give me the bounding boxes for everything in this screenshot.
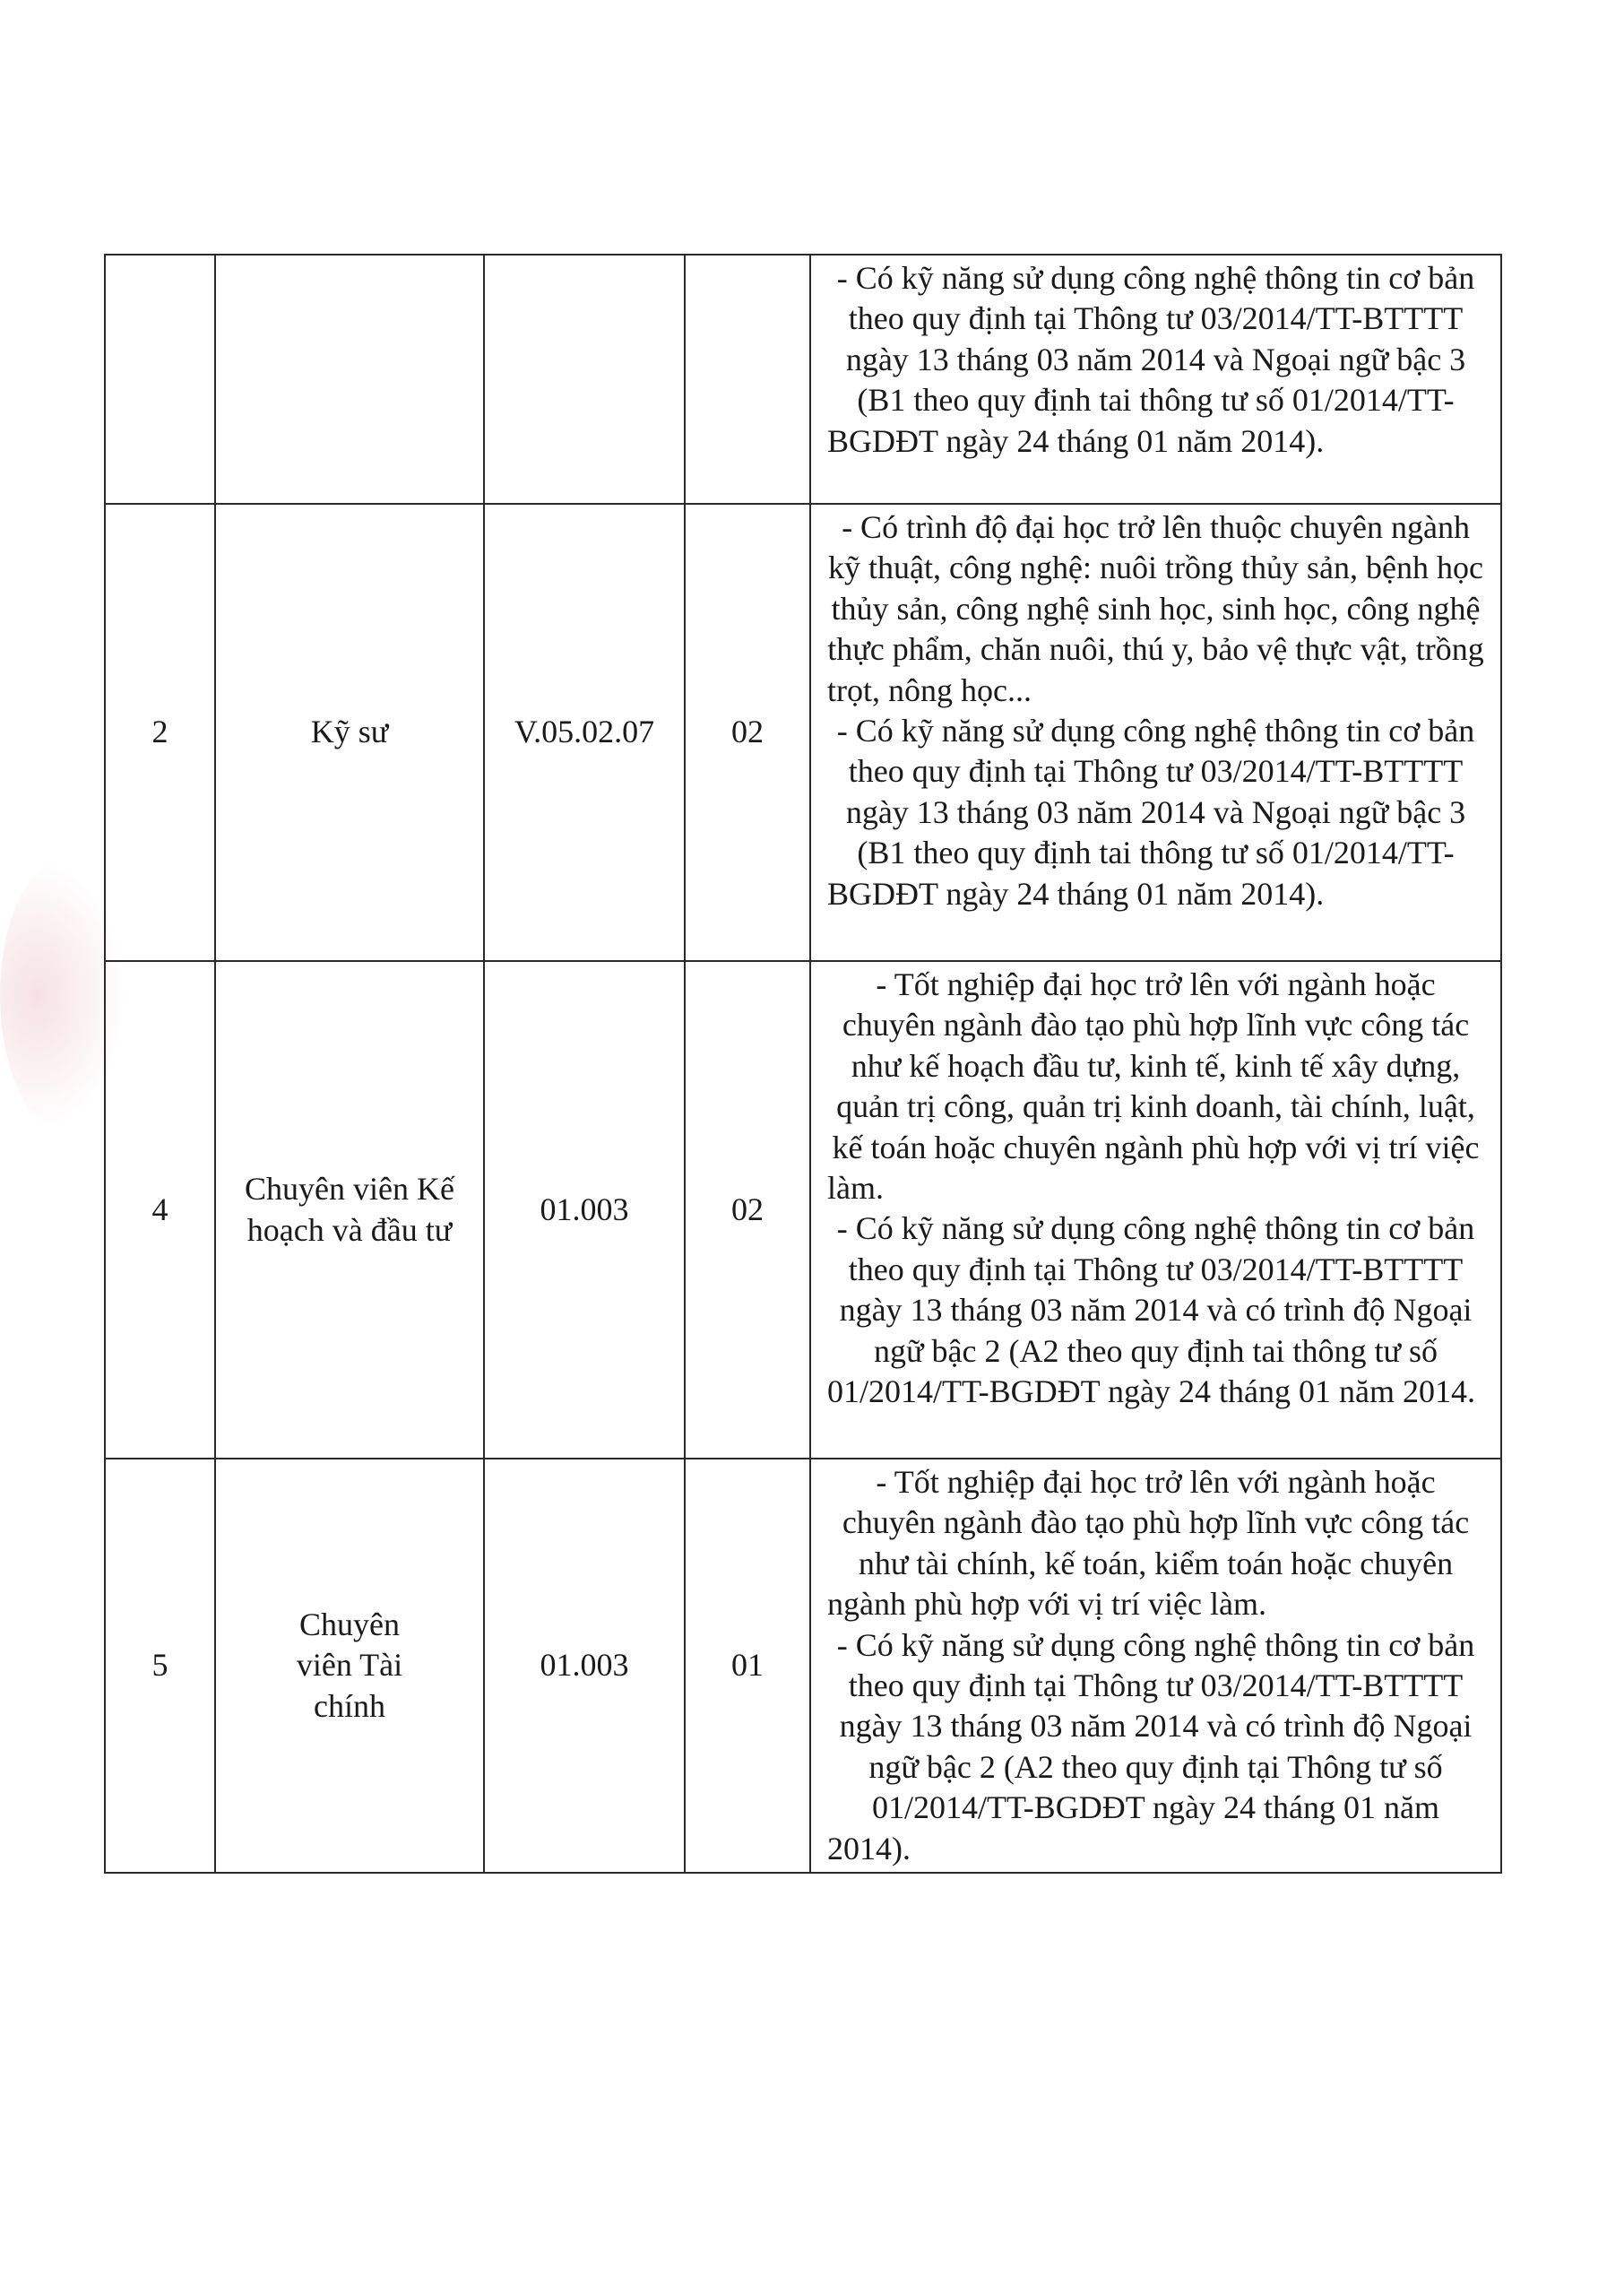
position-label: Chuyên viên Kế hoạch và đầu tư: [245, 1171, 454, 1248]
quantity-cell: 02: [685, 504, 810, 961]
requirement-item: - Có trình độ đại học trở lên thuộc chuyên ngành kỹ thuật, công nghệ: nuôi trồng thủy sản, bệnh học thủy sản, công nghệ sinh học, sinh học, công nghệ thực phẩm, chăn nuôi, thú y, bảo vệ thực vật, trồng trọt, nông học...: [827, 509, 1484, 708]
stt-cell: 4: [105, 961, 215, 1459]
requirement-item: - Tốt nghiệp đại học trở lên với ngành hoặc chuyên ngành đào tạo phù hợp lĩnh vực công tác như kế hoạch đầu tư, kinh tế, kinh tế xây dựng, quản trị công, quản trị kinh doanh, tài chính, luật, kế toán hoặc chuyên ngành phù hợp với vị trí việc làm.: [827, 966, 1480, 1207]
position-label: Chuyên viên Tài chính: [296, 1606, 403, 1724]
position-cell: [215, 255, 484, 504]
code-cell: 01.003: [484, 961, 685, 1459]
quantity-cell: [685, 255, 810, 504]
table-row: [105, 504, 1501, 961]
position-cell: [215, 1459, 484, 1873]
code-cell: [484, 255, 685, 504]
requirements-cell: [810, 504, 1501, 961]
requirements-cell: [810, 1459, 1501, 1873]
quantity-cell: 01: [685, 1459, 810, 1873]
table-row: [105, 255, 1501, 504]
recruitment-table: [104, 254, 1502, 1874]
requirement-item: - Có kỹ năng sử dụng công nghệ thông tin cơ bản theo quy định tại Thông tư 03/2014/TT-BTTTT ngày 13 tháng 03 năm 2014 và có trình độ Ngoại ngữ bậc 2 (A2 theo quy định tại Thông tư số 01/2014/TT-BGDĐT ngày 24 tháng 01 năm 2014).: [827, 1626, 1475, 1866]
position-cell: Kỹ sư: [215, 504, 484, 961]
requirement-item: - Có kỹ năng sử dụng công nghệ thông tin cơ bản theo quy định tại Thông tư 03/2014/TT-BTTTT ngày 13 tháng 03 năm 2014 và có trình độ Ngoại ngữ bậc 2 (A2 theo quy định tai thông tư số 01/2014/TT-BGDĐT ngày 24 tháng 01 năm 2014.: [827, 1210, 1475, 1410]
table-row: [105, 1459, 1501, 1873]
requirements-cell: [810, 255, 1501, 504]
requirement-item: - Có kỹ năng sử dụng công nghệ thông tin cơ bản theo quy định tại Thông tư 03/2014/TT-BTTTT ngày 13 tháng 03 năm 2014 và Ngoại ngữ bậc 3 (B1 theo quy định tai thông tư số 01/2014/TT-BGDĐT ngày 24 tháng 01 năm 2014).: [827, 260, 1475, 459]
requirements-cell: [810, 961, 1501, 1459]
stt-cell: 5: [105, 1459, 215, 1873]
requirement-item: - Có kỹ năng sử dụng công nghệ thông tin cơ bản theo quy định tại Thông tư 03/2014/TT-BTTTT ngày 13 tháng 03 năm 2014 và Ngoại ngữ bậc 3 (B1 theo quy định tai thông tư số 01/2014/TT-BGDĐT ngày 24 tháng 01 năm 2014).: [827, 713, 1475, 912]
position-cell: [215, 961, 484, 1459]
stt-cell: 2: [105, 504, 215, 961]
code-cell: V.05.02.07: [484, 504, 685, 961]
requirement-item: - Tốt nghiệp đại học trở lên với ngành hoặc chuyên ngành đào tạo phù hợp lĩnh vực công tác như tài chính, kế toán, kiểm toán hoặc chuyên ngành phù hợp với vị trí việc làm.: [827, 1464, 1470, 1623]
table-row: [105, 961, 1501, 1459]
code-cell: 01.003: [484, 1459, 685, 1873]
quantity-cell: 02: [685, 961, 810, 1459]
stt-cell: [105, 255, 215, 504]
